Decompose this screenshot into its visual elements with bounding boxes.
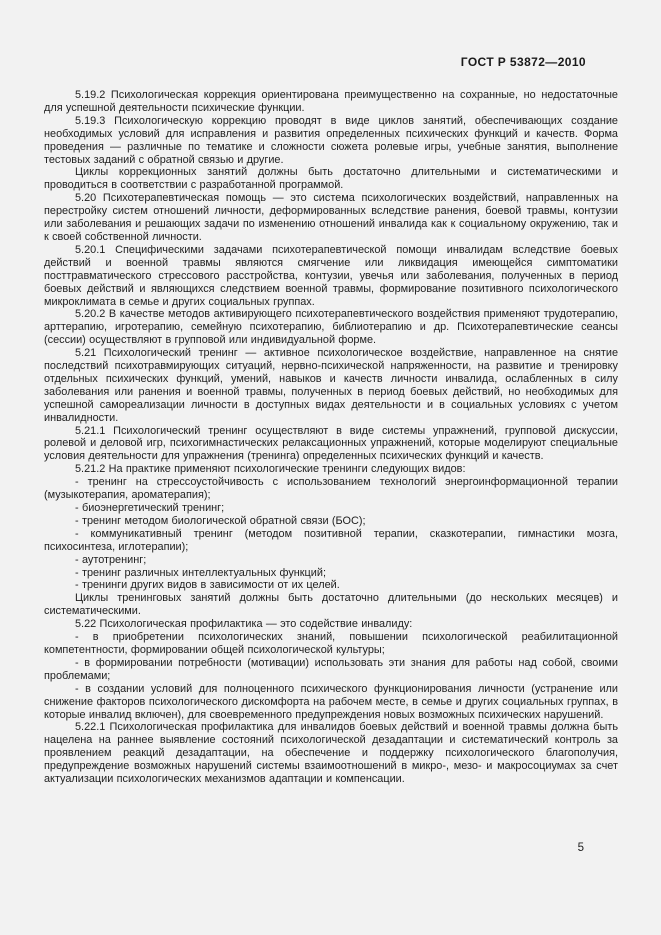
paragraph: 5.19.3 Психологическую коррекцию проводят в виде циклов занятий, обеспечивающих создание необходимых условий для исправления и развития определенных психических функций и качеств. Форма проведения — различные по тематике и сложности сюжета ролевые игры, учебные занятия, выполнение тестовых заданий с обратной связью и другие. xyxy=(44,114,618,166)
document-header-title: ГОСТ Р 53872—2010 xyxy=(460,55,586,69)
paragraph: 5.20.1 Специфическими задачами психотерапевтической помощи инвалидам вследствие боевых действий и военной травмы являются смягчение или ликвидация имеющейся симптоматики посттравматического стрессового расстройства, контузии, увечья или заболевания, полученных в период боевых действий и являющихся следствием военной травмы, формирование позитивного психологического микроклимата в семье и других социальных группах. xyxy=(44,243,618,308)
paragraph: - тренинг методом биологической обратной связи (БОС); xyxy=(75,514,366,527)
page-number: 5 xyxy=(577,842,584,854)
paragraph: 5.20 Психотерапевтическая помощь — это система психологических воздействий, направленных на перестройку систем отношений личности, деформированных вследствие ранения, боевой травмы, контузии или заболевания и решающих задачи по изменению отношений инвалида как к социальному окружению, так и к своей собственной личности. xyxy=(44,192,618,243)
paragraph: 5.21 Психологический тренинг — активное психологическое воздействие, направленное на снятие последствий психотравмирующих ситуаций, нервно-психической напряженности, на развитие и тренировку отдельных психических функций, умений, навыков и качеств личности инвалида, ослабленных в силу заболевания или ранения и военной травмы, полученных в период боевых действий, но необходимых для успешной самореализации личности в доступных видах деятельности и в социальных условиях с учетом инвалидности. xyxy=(44,347,618,424)
paragraph: Циклы коррекционных занятий должны быть достаточно длительными и систематическими и проводиться в соответствии с разработанной программой. xyxy=(44,166,618,192)
paragraph: 5.22.1 Психологическая профилактика для инвалидов боевых действий и военной травмы должна быть нацелена на раннее выявление состояний психологической дезадаптации и систематический контроль за проявлением реакций дезадаптации, на обеспечение и поддержку психологического благополучия, предупреждение возможных нарушений системы взаимоотношений в микро-, мезо- и макросоциумах за счет актуализации психологических механизмов адаптации и компенсации. xyxy=(44,721,618,786)
paragraph: 5.19.2 Психологическая коррекция ориентирована преимущественно на сохранные, но недостаточные для успешной деятельности психические функции. xyxy=(44,89,618,114)
paragraph: - в формировании потребности (мотивации) использовать эти знания для работы над собой, своими проблемами; xyxy=(44,656,618,682)
paragraph: 5.22 Психологическая профилактика — это содействие инвалиду: xyxy=(75,618,413,631)
paragraph: - тренинг на стрессоустойчивость с использованием технологий энергоинформационной терапии (музыкотерапия, ароматерапия); xyxy=(44,476,618,502)
document-body xyxy=(44,89,618,786)
paragraph: - коммуникативный тренинг (методом позитивной терапии, сказкотерапии, гимнастики мозга, психосинтеза, иглотерапии); xyxy=(44,527,618,553)
paragraph: - биоэнергетический тренинг; xyxy=(75,502,225,514)
paragraph: - в создании условий для полноценного психического функционирования личности (устранение или снижение факторов психологического дискомфорта на рабочем месте, в семье и других социальных группах, в которые инвалид включен), для своевременного предупреждения новых возможных психических нарушений. xyxy=(44,682,618,721)
paragraph: - в приобретении психологических знаний, повышении психологической реабилитационной компетентности, формировании общей психологической культуры; xyxy=(44,631,618,656)
paragraph: - тренинги других видов в зависимости от их целей. xyxy=(75,579,340,592)
paragraph: 5.21.2 На практике применяют психологические тренинги следующих видов: xyxy=(75,463,466,476)
paragraph: - тренинг различных интеллектуальных функций; xyxy=(75,566,326,579)
paragraph: 5.20.2 В качестве методов активирующего психотерапевтического воздействия применяют трудотерапию, арттерапию, игротерапию, семейную психотерапию, библиотерапию и др. Психотерапевтические сеансы (сессии) осуществляют в групповой или индивидуальной форме. xyxy=(44,308,618,347)
paragraph: - аутотренинг; xyxy=(75,553,147,566)
paragraph: 5.21.1 Психологический тренинг осуществляют в виде системы упражнений, групповой дискуссии, ролевой и деловой игр, психогимнастических релаксационных упражнений, которые моделируют специальные условия деятельности для упражнения (тренинга) определенных психических функций и качеств. xyxy=(44,424,618,463)
paragraph: Циклы тренинговых занятий должны быть достаточно длительными (до нескольких месяцев) и систематическими. xyxy=(44,592,618,618)
